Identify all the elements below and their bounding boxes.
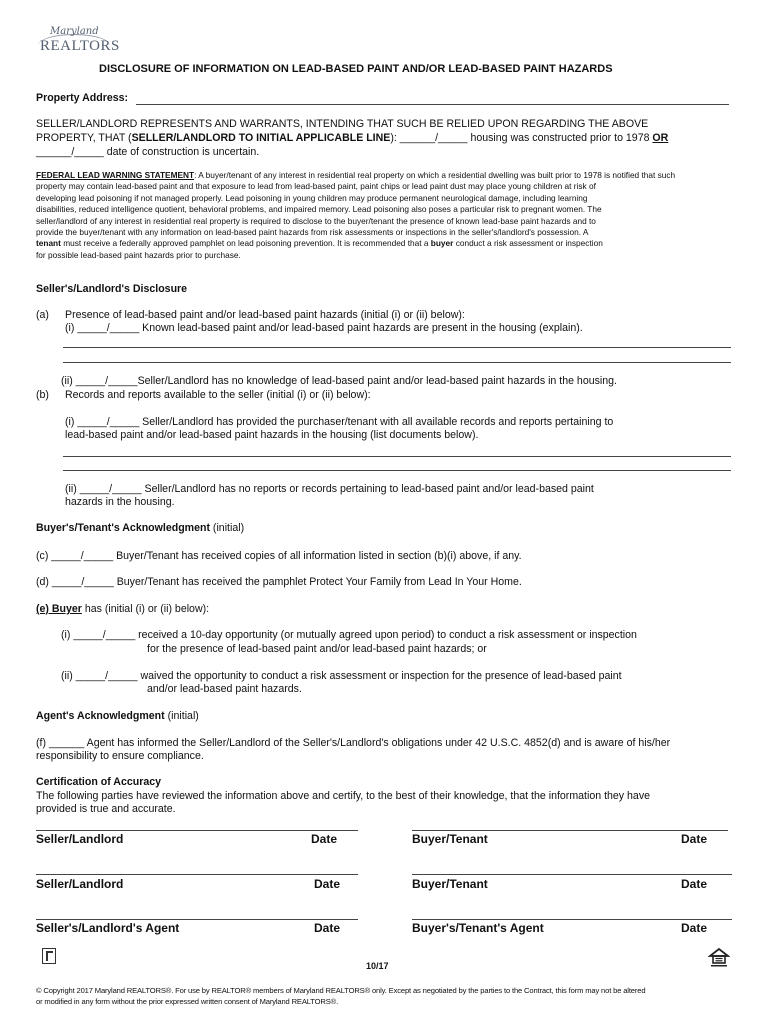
- date-label-6: Date: [681, 921, 708, 935]
- certification-heading: Certification of Accuracy: [36, 776, 161, 788]
- buyer-signature-line-2[interactable]: [412, 874, 732, 875]
- property-address-field[interactable]: [136, 104, 729, 105]
- warning-line-8: for possible lead-based paint hazards prior to purchase.: [36, 249, 241, 260]
- maryland-realtors-logo: [38, 26, 120, 62]
- logo-script: Maryland: [50, 26, 99, 37]
- property-address-label: Property Address:: [36, 92, 129, 104]
- seller-agent-signature-line[interactable]: [36, 919, 358, 920]
- section-b-ii-2: hazards in the housing.: [65, 496, 175, 508]
- item-e-i-2: for the presence of lead-based paint and/or lead-based paint hazards; or: [147, 643, 487, 655]
- warning-line-6: provide the buyer/tenant with any information on lead-based paint hazards from risk assessments or inspections in the seller's/landlord's possession. A: [36, 227, 589, 238]
- seller-signature-line-1[interactable]: [36, 830, 358, 831]
- seller-label-1: Seller/Landlord: [36, 832, 124, 846]
- construction-uncertain-initials[interactable]: ______/_____ date of construction is uncertain.: [36, 146, 260, 158]
- agent-ack-heading: [36, 710, 199, 724]
- or-keyword: OR: [652, 132, 669, 144]
- warning-buyer: buyer: [430, 238, 454, 249]
- warning-line-3: developing lead poisoning if not managed properly. Lead poisoning in young children may produce permanent neurological damage, including learning: [36, 192, 588, 203]
- seller-label-2: Seller/Landlord: [36, 877, 124, 891]
- buyer-signature-line-1[interactable]: [412, 830, 728, 831]
- date-label-4: Date: [681, 877, 708, 891]
- item-e-ii-2: and/or lead-based paint hazards.: [147, 683, 302, 695]
- warning-line-2: property may contain lead-based paint and that exposure to lead from lead-based paint, paint chips or lead paint dust may place young children at risk of: [36, 181, 596, 192]
- warning-heading: FEDERAL LEAD WARNING STATEMENT: [36, 170, 195, 180]
- date-label-3: Date: [314, 877, 341, 891]
- realtor-logo-icon: [42, 948, 56, 964]
- item-e-label: (e) Buyer: [36, 603, 82, 615]
- item-e-ii-1[interactable]: (ii) _____/_____ waived the opportunity to conduct a risk assessment or inspection for the presence of lead-based paint: [61, 670, 622, 682]
- construction-pre-1978-initials[interactable]: ): ______/_____ housing was constructed prior to 1978: [390, 132, 653, 144]
- documents-line-1[interactable]: [63, 456, 731, 457]
- seller-agent-label: Seller's/Landlord's Agent: [36, 921, 180, 935]
- item-e-i-1[interactable]: (i) _____/_____ received a 10-day opportunity (or mutually agreed upon period) to conduct a risk assessment or inspection: [61, 629, 637, 641]
- buyer-ack-suffix: (initial): [209, 522, 245, 534]
- section-b-label: (b): [36, 389, 49, 401]
- section-a-ii[interactable]: (ii) _____/_____Seller/Landlord has no knowledge of lead-based paint and/or lead-based paint hazards in the housing.: [61, 375, 617, 387]
- section-b-i-1[interactable]: (i) _____/_____ Seller/Landlord has provided the purchaser/tenant with all available records and reports pertaining to: [65, 416, 614, 428]
- explain-line-2[interactable]: [63, 362, 731, 363]
- buyer-agent-label: Buyer's/Tenant's Agent: [412, 921, 544, 935]
- represent-line-2: [36, 132, 668, 146]
- agent-ack-suffix: (initial): [164, 710, 199, 722]
- represent-line-2a: PROPERTY, THAT (: [36, 132, 132, 144]
- documents-line-2[interactable]: [63, 470, 731, 471]
- buyer-ack-heading: [36, 522, 244, 536]
- buyer-label-2: Buyer/Tenant: [412, 877, 488, 891]
- section-a-text: Presence of lead-based paint and/or lead-based paint hazards (initial (i) or (ii) below):: [65, 309, 465, 321]
- seller-signature-line-2[interactable]: [36, 874, 358, 875]
- certification-line-1: The following parties have reviewed the information above and certify, to the best of their knowledge, that the information they have: [36, 790, 651, 802]
- item-e: [36, 603, 209, 617]
- federal-warning: [36, 170, 736, 261]
- seller-disclosure-heading: Seller's/Landlord's Disclosure: [36, 283, 188, 295]
- date-label-2: Date: [681, 832, 708, 846]
- copyright-line-1: © Copyright 2017 Maryland REALTORS®. For use by REALTOR® members of Maryland REALTORS® only. Except as negotiated by the parties to the Contract, this form may not be altered: [36, 986, 646, 995]
- logo-word: REALTORS: [40, 38, 120, 54]
- section-a-i[interactable]: (i) _____/_____ Known lead-based paint and/or lead-based paint hazards are present in the housing (explain).: [65, 322, 583, 334]
- copyright-line-2: or modified in any form without the prior expressed written consent of Maryland REALTORS®.: [36, 997, 339, 1006]
- section-b-text: Records and reports available to the seller (initial (i) or (ii) below):: [65, 389, 371, 401]
- equal-housing-icon: [708, 946, 730, 968]
- page-number: 10/17: [366, 961, 389, 971]
- item-d[interactable]: (d) _____/_____ Buyer/Tenant has received the pamphlet Protect Your Family from Lead In Your Home.: [36, 576, 522, 588]
- warning-line-5: seller/landlord of any interest in residential real property is required to disclose to the buyer/tenant the presence of known lead-base paint hazards and to: [36, 215, 596, 226]
- warning-line-1: : A buyer/tenant of any interest in residential real property on which a residential dwelling was built prior to 1978 is notified that such: [194, 170, 676, 180]
- warning-line-7a: must receive a federally approved pamphlet on lead poisoning prevention. It is recommended that a: [60, 238, 431, 249]
- item-e-text: has (initial (i) or (ii) below):: [81, 603, 210, 615]
- certification-line-2: provided is true and accurate.: [36, 803, 176, 815]
- section-b-ii-1[interactable]: (ii) _____/_____ Seller/Landlord has no reports or records pertaining to lead-based paint and/or lead-based paint: [65, 483, 594, 495]
- section-a-label: (a): [36, 309, 49, 321]
- warning-line-7b: conduct a risk assessment or inspection: [453, 238, 603, 249]
- date-label-5: Date: [314, 921, 341, 935]
- agent-ack-title: Agent's Acknowledgment: [36, 710, 165, 722]
- item-c[interactable]: (c) _____/_____ Buyer/Tenant has received copies of all information listed in section (b)(i) above, if any.: [36, 550, 522, 562]
- buyer-ack-title: Buyer's/Tenant's Acknowledgment: [36, 522, 210, 534]
- document-title: DISCLOSURE OF INFORMATION ON LEAD-BASED PAINT AND/OR LEAD-BASED PAINT HAZARDS: [99, 63, 613, 75]
- section-b-i-2: lead-based paint and/or lead-based paint hazards in the housing (list documents below).: [65, 429, 479, 441]
- explain-line-1[interactable]: [63, 347, 731, 348]
- warning-line-4: disabilities, reduced intelligence quotient, behavioral problems, and impaired memory. Lead poisoning also poses a particular risk to pregnant women. The: [36, 204, 602, 215]
- copyright-notice: [36, 985, 645, 1007]
- buyer-label-1: Buyer/Tenant: [412, 832, 488, 846]
- represent-line-1: SELLER/LANDLORD REPRESENTS AND WARRANTS, INTENDING THAT SUCH BE RELIED UPON REGARDING THE ABOVE: [36, 118, 649, 130]
- warning-tenant: tenant: [36, 238, 61, 249]
- buyer-agent-signature-line[interactable]: [412, 919, 732, 920]
- represent-instruction: SELLER/LANDLORD TO INITIAL APPLICABLE LINE: [131, 132, 391, 144]
- item-f-2: responsibility to ensure compliance.: [36, 750, 204, 762]
- date-label-1: Date: [311, 832, 338, 846]
- item-f-1[interactable]: (f) ______ Agent has informed the Seller/Landlord of the Seller's/Landlord's obligations under 42 U.S.C. 4852(d) and is aware of his/her: [36, 737, 671, 749]
